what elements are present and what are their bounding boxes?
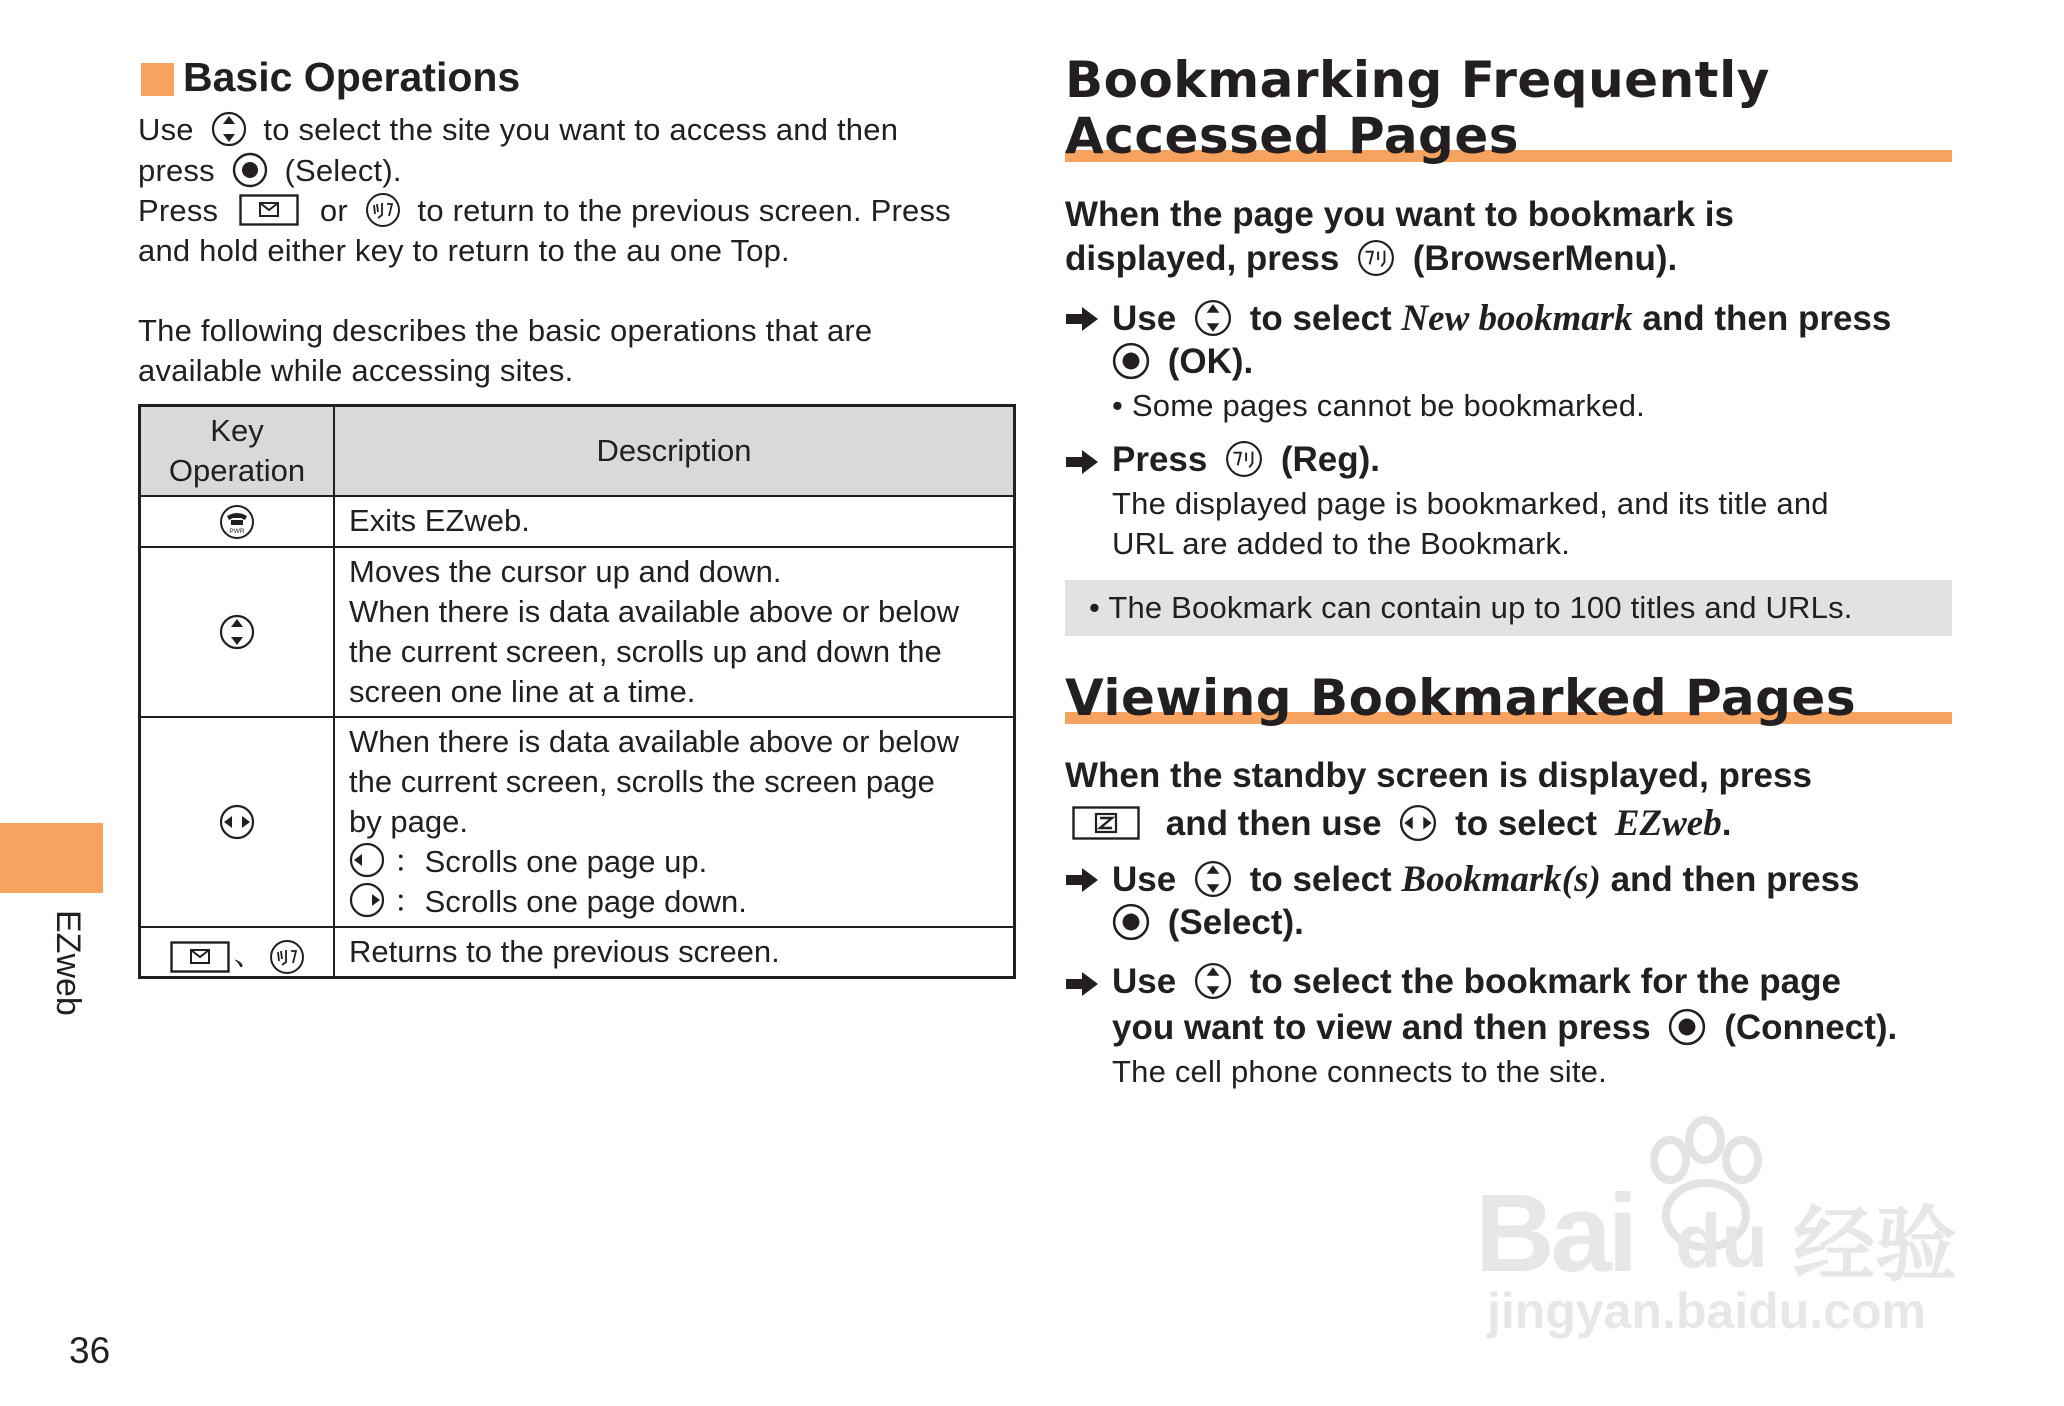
key-cell xyxy=(140,927,335,978)
note-text: The Bookmark can contain up to 100 titles and URLs. xyxy=(1108,590,1853,625)
ok-label: (OK). xyxy=(1167,342,1254,381)
watermark-chinese: 经验 xyxy=(1793,1198,1958,1293)
left-right-key-icon xyxy=(1399,804,1437,842)
up-down-key-icon xyxy=(1194,299,1232,337)
step-arrow-icon xyxy=(1065,970,1099,998)
connect-desc: The cell phone connects to the site. xyxy=(1112,1054,1607,1089)
note-bullet: • xyxy=(1089,590,1101,625)
up-down-key-icon xyxy=(211,111,247,147)
bullet-dot: • xyxy=(1112,388,1124,423)
header-key-operation: Key Operation xyxy=(140,406,335,496)
step-then-press: and then press xyxy=(1642,299,1892,338)
step-use-text: Use xyxy=(1112,962,1177,1001)
center-key-icon xyxy=(232,152,268,188)
bullet-text: Some pages cannot be bookmarked. xyxy=(1131,388,1645,423)
step-use-text: Use xyxy=(1112,299,1177,338)
table-header-row xyxy=(140,406,1015,496)
description-cell: Returns to the previous screen. xyxy=(334,927,1015,978)
bookmarking-heading-line2: Accessed Pages xyxy=(1065,107,1520,165)
baidu-watermark xyxy=(1475,1110,1975,1340)
intro-use-text: Use xyxy=(138,112,194,147)
bookmark-lead-line1: When the page you want to bookmark is xyxy=(1065,195,1734,234)
key-cell xyxy=(140,717,335,927)
left-right-key-icon xyxy=(219,804,255,840)
clear-key-icon xyxy=(365,192,401,228)
header-description: Description xyxy=(334,406,1015,496)
watermark-url: jingyan.baidu.com xyxy=(1487,1283,1926,1339)
bookmarks-item: Bookmark(s) xyxy=(1401,859,1601,900)
description-cell: Exits EZweb. xyxy=(334,496,1015,547)
following-text-line1: The following describes the basic operations that are xyxy=(138,313,873,348)
key-separator: 、 xyxy=(233,936,265,972)
mail-key-icon xyxy=(170,941,230,973)
table-row xyxy=(140,927,1015,978)
intro-hold-text: and hold either key to return to the au one Top. xyxy=(138,233,790,268)
connect-label: (Connect). xyxy=(1724,1008,1898,1047)
step-select-bookmark-text: to select the bookmark for the page xyxy=(1249,962,1841,1001)
step-then-press: and then press xyxy=(1610,860,1860,899)
up-down-key-icon xyxy=(1194,860,1232,898)
side-tab-marker xyxy=(0,823,103,893)
bookmarking-heading-line1: Bookmarking Frequently xyxy=(1065,51,1770,109)
table-row xyxy=(140,496,1015,547)
page-number: 36 xyxy=(69,1330,111,1371)
app-key-icon xyxy=(1225,440,1263,478)
side-tab-label: EZweb xyxy=(49,910,87,1016)
key-operations-table xyxy=(138,404,1016,979)
viewing-period: . xyxy=(1721,804,1732,843)
center-key-icon xyxy=(1112,342,1150,380)
step-arrow-icon xyxy=(1065,305,1099,333)
viewing-then-use: and then use xyxy=(1165,804,1382,843)
step-select-text: to select xyxy=(1249,299,1392,338)
center-key-icon xyxy=(1112,903,1150,941)
up-down-key-icon xyxy=(1194,962,1232,1000)
watermark-brand: Bai xyxy=(1475,1172,1635,1295)
step-press-text: Press xyxy=(1112,440,1208,479)
step-arrow-icon xyxy=(1065,866,1099,894)
following-text-line2: available while accessing sites. xyxy=(138,353,574,388)
right-key-icon xyxy=(349,882,385,918)
watermark-brand2: du xyxy=(1675,1199,1768,1284)
basic-operations-heading: Basic Operations xyxy=(183,54,521,100)
viewing-lead-line1: When the standby screen is displayed, press xyxy=(1065,756,1812,795)
center-key-icon xyxy=(1668,1008,1706,1046)
intro-select-label: (Select). xyxy=(284,153,402,188)
intro-return-text: to return to the previous screen. Press xyxy=(417,193,951,228)
step-use-text: Use xyxy=(1112,860,1177,899)
key-cell xyxy=(140,496,335,547)
browser-menu-label: (BrowserMenu). xyxy=(1412,239,1678,278)
heading-square xyxy=(141,63,174,96)
power-end-key-icon xyxy=(219,504,255,540)
step-select-text: to select xyxy=(1249,860,1392,899)
reg-desc-line1: The displayed page is bookmarked, and its title and xyxy=(1112,486,1829,521)
table-row xyxy=(140,547,1015,717)
bookmark-lead-press: displayed, press xyxy=(1065,239,1340,278)
viewing-to-select: to select xyxy=(1455,804,1598,843)
intro-or-text: or xyxy=(319,193,348,228)
reg-desc-line2: URL are added to the Bookmark. xyxy=(1112,526,1571,561)
left-key-icon xyxy=(349,842,385,878)
step-arrow-icon xyxy=(1065,448,1099,476)
table-row xyxy=(140,717,1015,927)
new-bookmark-item: New bookmark xyxy=(1401,298,1633,339)
ezweb-item: EZweb xyxy=(1614,803,1722,844)
up-down-key-icon xyxy=(219,614,255,650)
intro-press2-text: Press xyxy=(138,193,219,228)
mail-key-icon xyxy=(239,194,299,226)
description-cell: Moves the cursor up and down. When there is data available above or below the current screen, scrolls up and down the screen one line at a time. xyxy=(334,547,1015,717)
clear-key-icon xyxy=(269,939,305,975)
scroll-up-text: ：Scrolls one page up. xyxy=(393,843,708,879)
viewing-heading: Viewing Bookmarked Pages xyxy=(1065,669,1857,727)
description-cell: When there is data available above or below the current screen, scrolls the screen page by page. ：Scrolls one page up. ：Scrolls one page down. xyxy=(334,717,1015,927)
intro-select-text: to select the site you want to access and then xyxy=(263,112,899,147)
select-label: (Select). xyxy=(1167,903,1304,942)
ezweb-key-icon xyxy=(1072,806,1140,840)
app-key-icon xyxy=(1357,239,1395,277)
scroll-down-text: ：Scrolls one page down. xyxy=(393,883,747,919)
key-cell xyxy=(140,547,335,717)
intro-press-text: press xyxy=(138,153,215,188)
note-box xyxy=(1065,580,1952,636)
step-view-press-text: you want to view and then press xyxy=(1112,1008,1651,1047)
reg-label: (Reg). xyxy=(1280,440,1380,479)
